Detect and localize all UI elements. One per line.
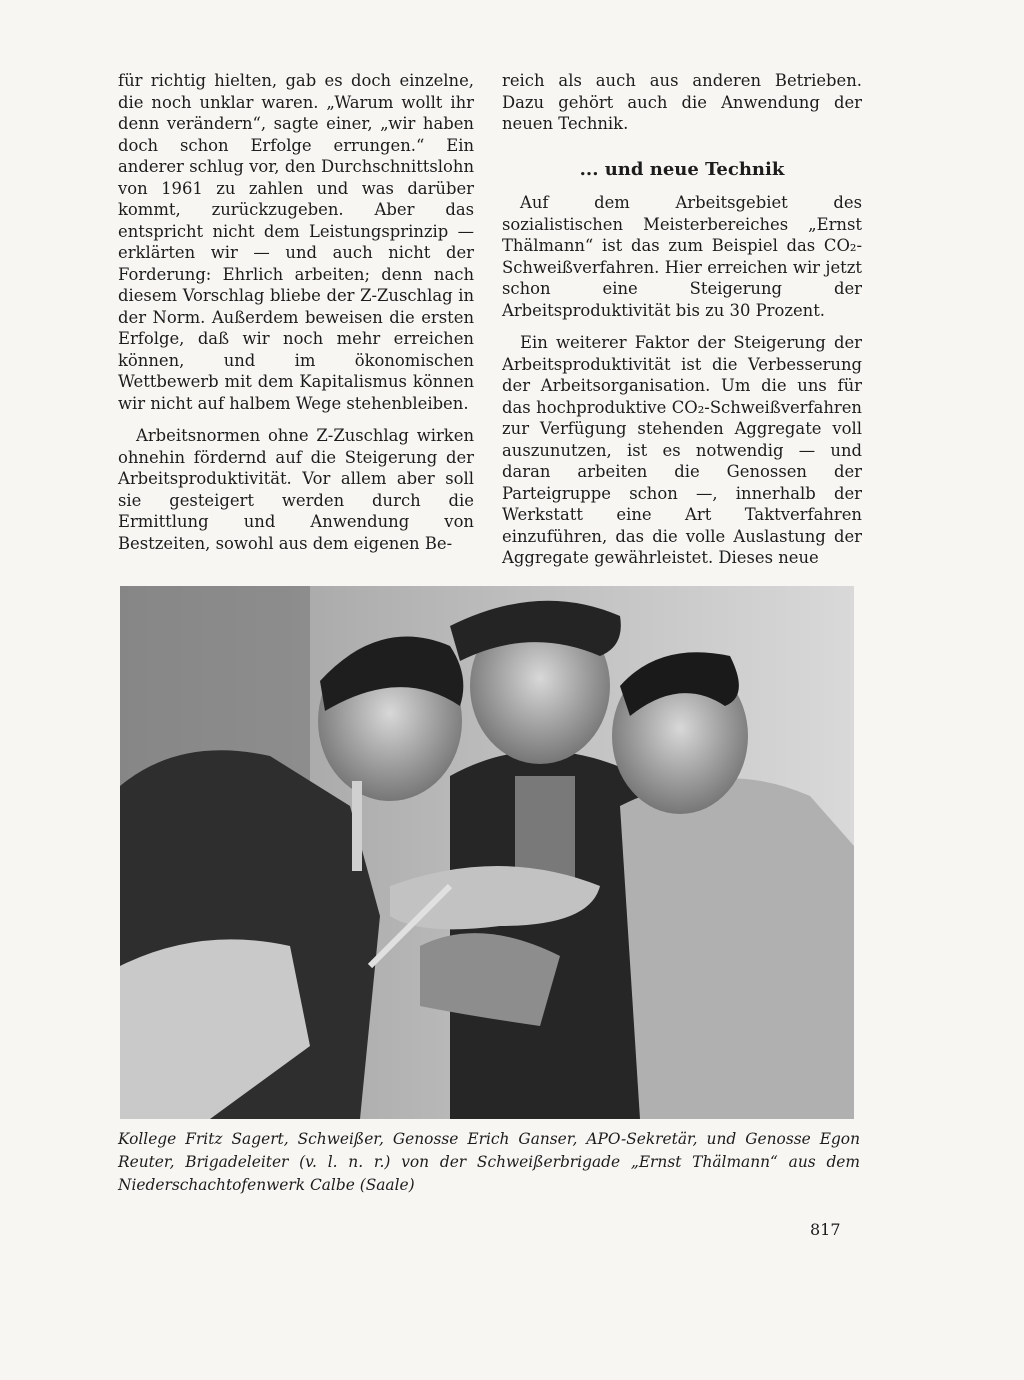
section-heading: ... und neue Technik: [579, 158, 785, 180]
paragraph: Ein weiterer Faktor der Steigerung der Arbeitsproduktivität ist die Verbesserung der Arbeitsorganisation. Um die uns für das hochproduktive CO₂-Schweißverfahren zur Verfügung stehenden Aggregate voll auszunutzen, ist es notwendig — und daran arbeiten die Genossen der Parteigruppe schon —, innerhalb der Werkstatt eine Art Taktverfahren einzuführen, das die volle Auslastung der Aggregate gewährleistet. Dieses neue: [502, 333, 862, 567]
page-number: 817: [810, 1220, 841, 1239]
photograph-three-welders: [120, 586, 854, 1119]
right-text-column: [502, 70, 862, 580]
photo-caption: Kollege Fritz Sagert, Schweißer, Genosse Erich Ganser, APO-Sekretär, und Genosse Egon Reuter, Brigadeleiter (v. l. n. r.) von der Schweißerbrigade „Ernst Thälmann“ aus dem Niederschachtofenwerk Calbe (Saale): [118, 1130, 860, 1194]
paragraph: Auf dem Arbeitsgebiet des sozialistischen Meisterbereiches „Ernst Thälmann“ ist das zum Beispiel das CO₂-Schweißverfahren. Hier erreichen wir jetzt schon eine Steigerung der Arbeitsproduktivität bis zu 30 Prozent.: [502, 193, 862, 320]
paragraph: für richtig hielten, gab es doch einzelne, die noch unklar waren. „Warum wollt ihr denn verändern“, sagte einer, „wir haben doch schon Erfolge errungen.“ Ein anderer schlug vor, den Durchschnittslohn von 1961 zu zahlen und was darüber kommt, zurückzugeben. Aber das entspricht nicht dem Leistungsprinzip — erklärten wir — und auch nicht der Forderung: Ehrlich arbeiten; denn nach diesem Vorschlag bliebe der Z-Zuschlag in der Norm. Außerdem beweisen die ersten Erfolge, daß wir noch mehr erreichen können, und im ökonomischen Wettbewerb mit dem Kapitalismus können wir nicht auf halbem Wege stehenbleiben.: [118, 71, 474, 413]
photo-illustration: [120, 586, 854, 1119]
paragraph: reich als auch aus anderen Betrieben. Dazu gehört auch die Anwendung der neuen Technik.: [502, 71, 862, 133]
paragraph: Arbeitsnormen ohne Z-Zuschlag wirken ohnehin fördernd auf die Steigerung der Arbeitsproduktivität. Vor allem aber soll sie gesteigert werden durch die Ermittlung und Anwendung von Bestzeiten, sowohl aus dem eigenen Be-: [118, 426, 474, 553]
left-text-column: [118, 70, 474, 565]
